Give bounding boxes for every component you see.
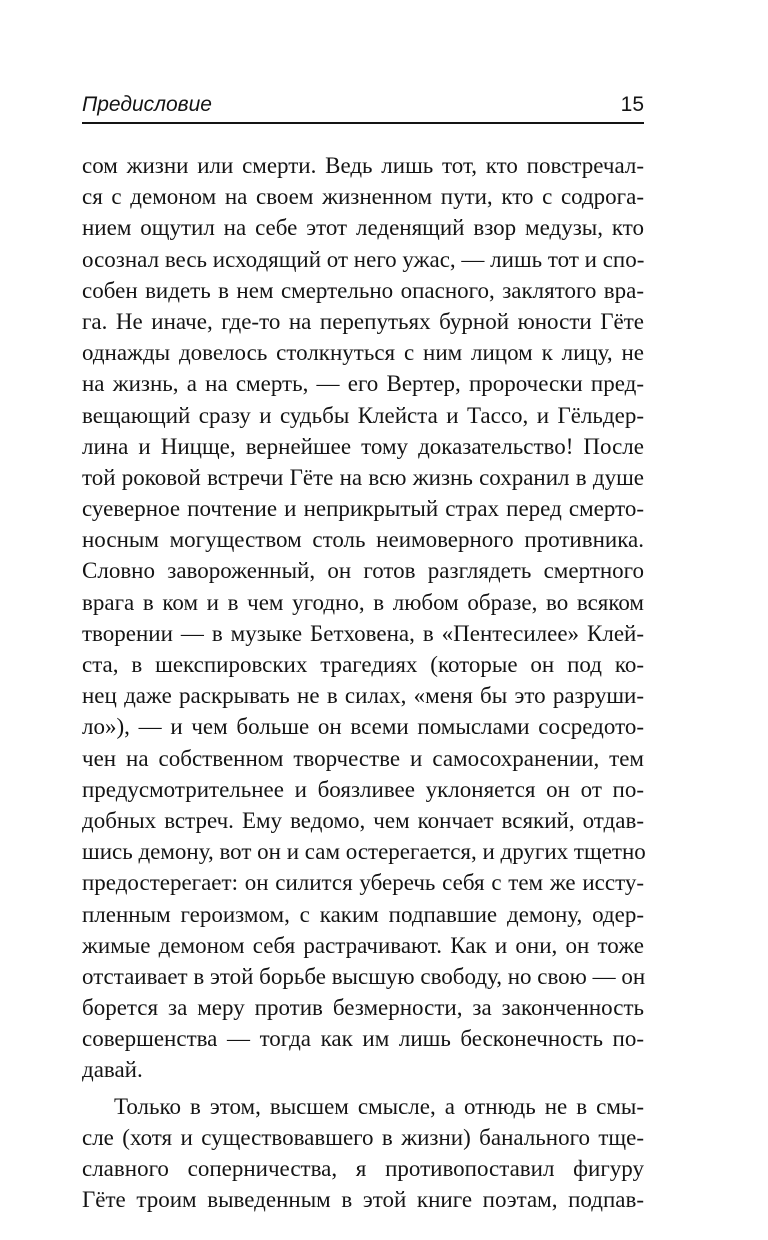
text-line: Гёте троим выведенным в этой книге поэтам, подпав- [82, 1187, 644, 1213]
text-line: пленным героизмом, с каким подпавшие демону, одер- [82, 901, 644, 927]
paragraph-1 [82, 150, 644, 1086]
text-line: врага в ком и в чем угодно, в любом образе, во всяком [82, 589, 644, 615]
text-line: га. Не иначе, где-то на перепутьях бурной юности Гёте [82, 308, 644, 334]
text-line: суеверное почтение и неприкрытый страх перед смерто- [82, 496, 644, 522]
text-line: давай. [82, 1057, 143, 1083]
text-line: ло»), — и чем больше он всеми помыслами сосредото- [82, 714, 644, 740]
text-line: лина и Ницще, вернейшее тому доказательство! После [82, 433, 644, 459]
text-line: чен на собственном творчестве и самосохранении, тем [82, 745, 644, 771]
text-line: жимые демоном себя растрачивают. Как и они, он тоже [82, 932, 644, 958]
text-line: предусмотрительнее и боязливее уклоняется он от по- [82, 776, 644, 802]
text-line: добных встреч. Ему ведомо, чем кончает всякий, отдав- [82, 807, 644, 833]
text-line: на жизнь, а на смерть, — его Вертер, пророчески пред- [82, 371, 644, 397]
text-line: предостерегает: он силится уберечь себя с тем же иссту- [82, 870, 644, 896]
text-line: славного соперничества, я противопоставил фигуру [82, 1156, 644, 1181]
running-header [82, 90, 644, 124]
body-text [82, 150, 644, 1215]
text-line: собен видеть в нем смертельно опасного, заклятого вра- [82, 277, 644, 303]
text-line: Словно завороженный, он готов разглядеть смертного [82, 558, 644, 584]
text-line: совершенства — тогда как им лишь бесконечность по- [82, 1026, 644, 1052]
paragraph-2 [82, 1091, 644, 1216]
text-line: нец даже раскрывать не в силах, «меня бы это разруши- [82, 683, 644, 709]
text-line: ста, в шекспировских трагедиях (которые он под ко- [82, 652, 644, 677]
text-line: отстаивает в этой борьбе высшую свободу, но свою — он [82, 963, 646, 989]
text-line: сом жизни или смерти. Ведь лишь тот, кто повстречал- [82, 153, 644, 178]
text-line: Только в этом, высшем смысле, а отнюдь не в смы- [114, 1093, 644, 1119]
text-line: сле (хотя и существовавшего в жизни) банального тще- [82, 1124, 644, 1150]
book-page [82, 90, 644, 1215]
text-line: нием ощутил на себе этот леденящий взор медузы, кто [82, 215, 644, 241]
text-line: борется за меру против безмерности, за законченность [82, 995, 644, 1021]
text-line: шись демону, вот он и сам остерегается, и других тщетно [82, 839, 646, 865]
text-line: вещающий сразу и судьбы Клейста и Тассо, и Гёльдер- [82, 402, 644, 428]
page-number: 15 [620, 93, 644, 116]
text-line: носным могуществом столь неимоверного противника. [82, 527, 644, 553]
text-line: осознал весь исходящий от него ужас, — лишь тот и спо- [82, 246, 645, 272]
section-title: Предисловие [82, 93, 212, 116]
text-line: творении — в музыке Бетховена, в «Пентесилее» Клей- [82, 620, 644, 646]
text-line: той роковой встречи Гёте на всю жизнь сохранил в душе [82, 464, 644, 490]
text-line: однажды довелось столкнуться с ним лицом к лицу, не [82, 340, 644, 366]
text-line: ся с демоном на своем жизненном пути, кто с содрога- [82, 184, 644, 210]
